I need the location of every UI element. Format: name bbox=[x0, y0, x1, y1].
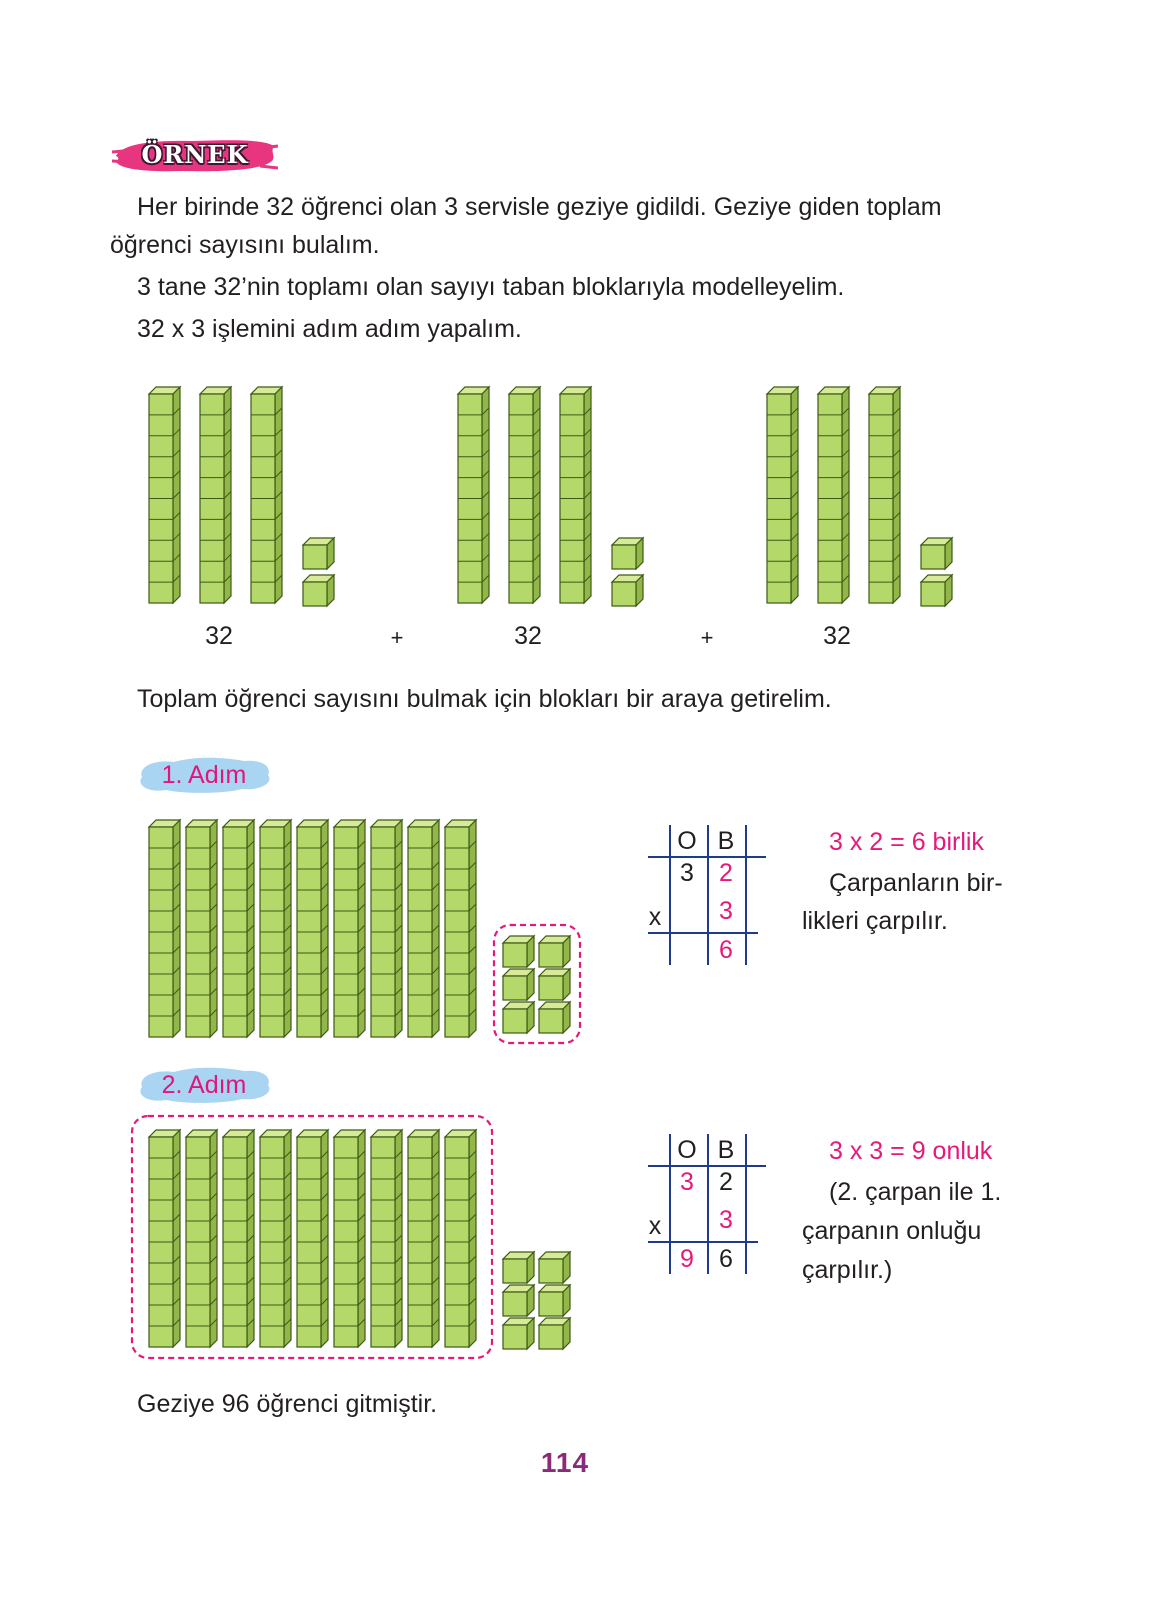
tens-rod bbox=[149, 1130, 180, 1347]
tens-rod bbox=[371, 820, 402, 1037]
tens-rods bbox=[140, 1122, 500, 1354]
tens-rod bbox=[408, 820, 439, 1037]
table-operator: x bbox=[648, 903, 662, 931]
table-row1-tens: 3 bbox=[680, 1168, 694, 1196]
multiplication-table bbox=[640, 1129, 780, 1279]
table-header-tens: O bbox=[677, 1136, 697, 1164]
table-row2-ones: 3 bbox=[719, 897, 733, 925]
ones-cubes bbox=[493, 1240, 581, 1360]
step-2-explanation-2: çarpanın onluğu bbox=[802, 1217, 982, 1245]
ones-cube bbox=[612, 575, 643, 606]
base-ten-group bbox=[449, 380, 669, 610]
tens-rod bbox=[458, 387, 489, 603]
step-2-explanation-1: (2. çarpan ile 1. bbox=[829, 1178, 1002, 1206]
tens-rod bbox=[260, 820, 291, 1037]
step-1-rule: 3 x 2 = 6 birlik bbox=[829, 828, 984, 856]
step-2-badge bbox=[134, 1063, 274, 1107]
ones-cube bbox=[303, 575, 334, 606]
ones-cube bbox=[503, 1252, 534, 1283]
table-result-ones: 6 bbox=[719, 936, 733, 964]
tens-rod bbox=[223, 820, 254, 1037]
step-1-explanation-2: likleri çarpılır. bbox=[802, 907, 948, 935]
intro-line-2: öğrenci sayısını bulalım. bbox=[110, 231, 380, 259]
ones-cube bbox=[612, 538, 643, 569]
table-row1-ones: 2 bbox=[719, 859, 733, 887]
plus-sign: + bbox=[700, 625, 714, 650]
conclusion-text: Geziye 96 öğrenci gitmiştir. bbox=[137, 1390, 438, 1418]
tens-rod bbox=[334, 820, 365, 1037]
table-row1-ones: 2 bbox=[719, 1168, 733, 1196]
table-result-ones: 6 bbox=[719, 1245, 733, 1273]
ones-cube bbox=[303, 538, 334, 569]
step-1-badge-label: 1. Adım bbox=[161, 761, 247, 789]
step-2-explanation-3: çarpılır.) bbox=[802, 1256, 893, 1284]
table-row1-tens: 3 bbox=[680, 859, 694, 887]
tens-rod bbox=[445, 1130, 476, 1347]
tens-rod bbox=[869, 387, 900, 603]
tens-rod bbox=[251, 387, 282, 603]
ones-cube bbox=[503, 936, 534, 967]
ones-cube bbox=[503, 1318, 534, 1349]
ones-cube bbox=[539, 969, 570, 1000]
plus-sign: + bbox=[390, 625, 404, 650]
table-header-ones: B bbox=[717, 1136, 735, 1164]
table-header-ones: B bbox=[717, 827, 735, 855]
step-1-explanation-1: Çarpanların bir- bbox=[829, 869, 1003, 897]
tens-rod bbox=[334, 1130, 365, 1347]
group-label: 32 bbox=[823, 622, 851, 650]
tens-rod bbox=[297, 820, 328, 1037]
table-header-tens: O bbox=[677, 827, 697, 855]
tens-rod bbox=[297, 1130, 328, 1347]
example-badge bbox=[112, 134, 278, 176]
tens-rod bbox=[445, 820, 476, 1037]
ones-cube bbox=[503, 969, 534, 1000]
group-label: 32 bbox=[514, 622, 542, 650]
ones-cube bbox=[503, 1002, 534, 1033]
step-2-rule: 3 x 3 = 9 onluk bbox=[829, 1137, 993, 1165]
ones-cube bbox=[539, 1318, 570, 1349]
step-1-badge bbox=[134, 753, 274, 797]
tens-rod bbox=[200, 387, 231, 603]
tens-rods bbox=[140, 812, 500, 1044]
tens-rod bbox=[408, 1130, 439, 1347]
table-result-tens: 9 bbox=[680, 1245, 694, 1273]
step-2-badge-label: 2. Adım bbox=[161, 1071, 247, 1099]
base-ten-group bbox=[140, 380, 360, 610]
intro-line-3: 3 tane 32’nin toplamı olan sayıyı taban bloklarıyla modelleyelim. bbox=[137, 273, 845, 301]
tens-rod bbox=[509, 387, 540, 603]
tens-rod bbox=[223, 1130, 254, 1347]
tens-rod bbox=[260, 1130, 291, 1347]
ones-cube bbox=[539, 1285, 570, 1316]
intro-line-1: Her birinde 32 öğrenci olan 3 servisle geziye gidildi. Geziye giden toplam bbox=[137, 193, 942, 221]
ones-cube bbox=[539, 1252, 570, 1283]
tens-rod bbox=[767, 387, 798, 603]
base-ten-group bbox=[758, 380, 978, 610]
tens-rod bbox=[818, 387, 849, 603]
ones-cube bbox=[921, 575, 952, 606]
ones-cube bbox=[539, 1002, 570, 1033]
tens-rod bbox=[186, 1130, 217, 1347]
table-row2-ones: 3 bbox=[719, 1206, 733, 1234]
tens-rod bbox=[149, 387, 180, 603]
ones-cubes bbox=[493, 924, 581, 1044]
ones-cube bbox=[539, 936, 570, 967]
tens-rod bbox=[149, 820, 180, 1037]
example-badge-label: ÖRNEK bbox=[141, 140, 249, 169]
combine-text: Toplam öğrenci sayısını bulmak için blokları bir araya getirelim. bbox=[137, 685, 832, 713]
ones-cube bbox=[503, 1285, 534, 1316]
table-operator: x bbox=[648, 1212, 662, 1240]
ones-cube bbox=[921, 538, 952, 569]
tens-rod bbox=[186, 820, 217, 1037]
group-label: 32 bbox=[205, 622, 233, 650]
page-number: 114 bbox=[540, 1447, 590, 1478]
tens-rod bbox=[560, 387, 591, 603]
multiplication-table bbox=[640, 820, 780, 970]
intro-line-4: 32 x 3 işlemini adım adım yapalım. bbox=[137, 315, 522, 343]
tens-rod bbox=[371, 1130, 402, 1347]
